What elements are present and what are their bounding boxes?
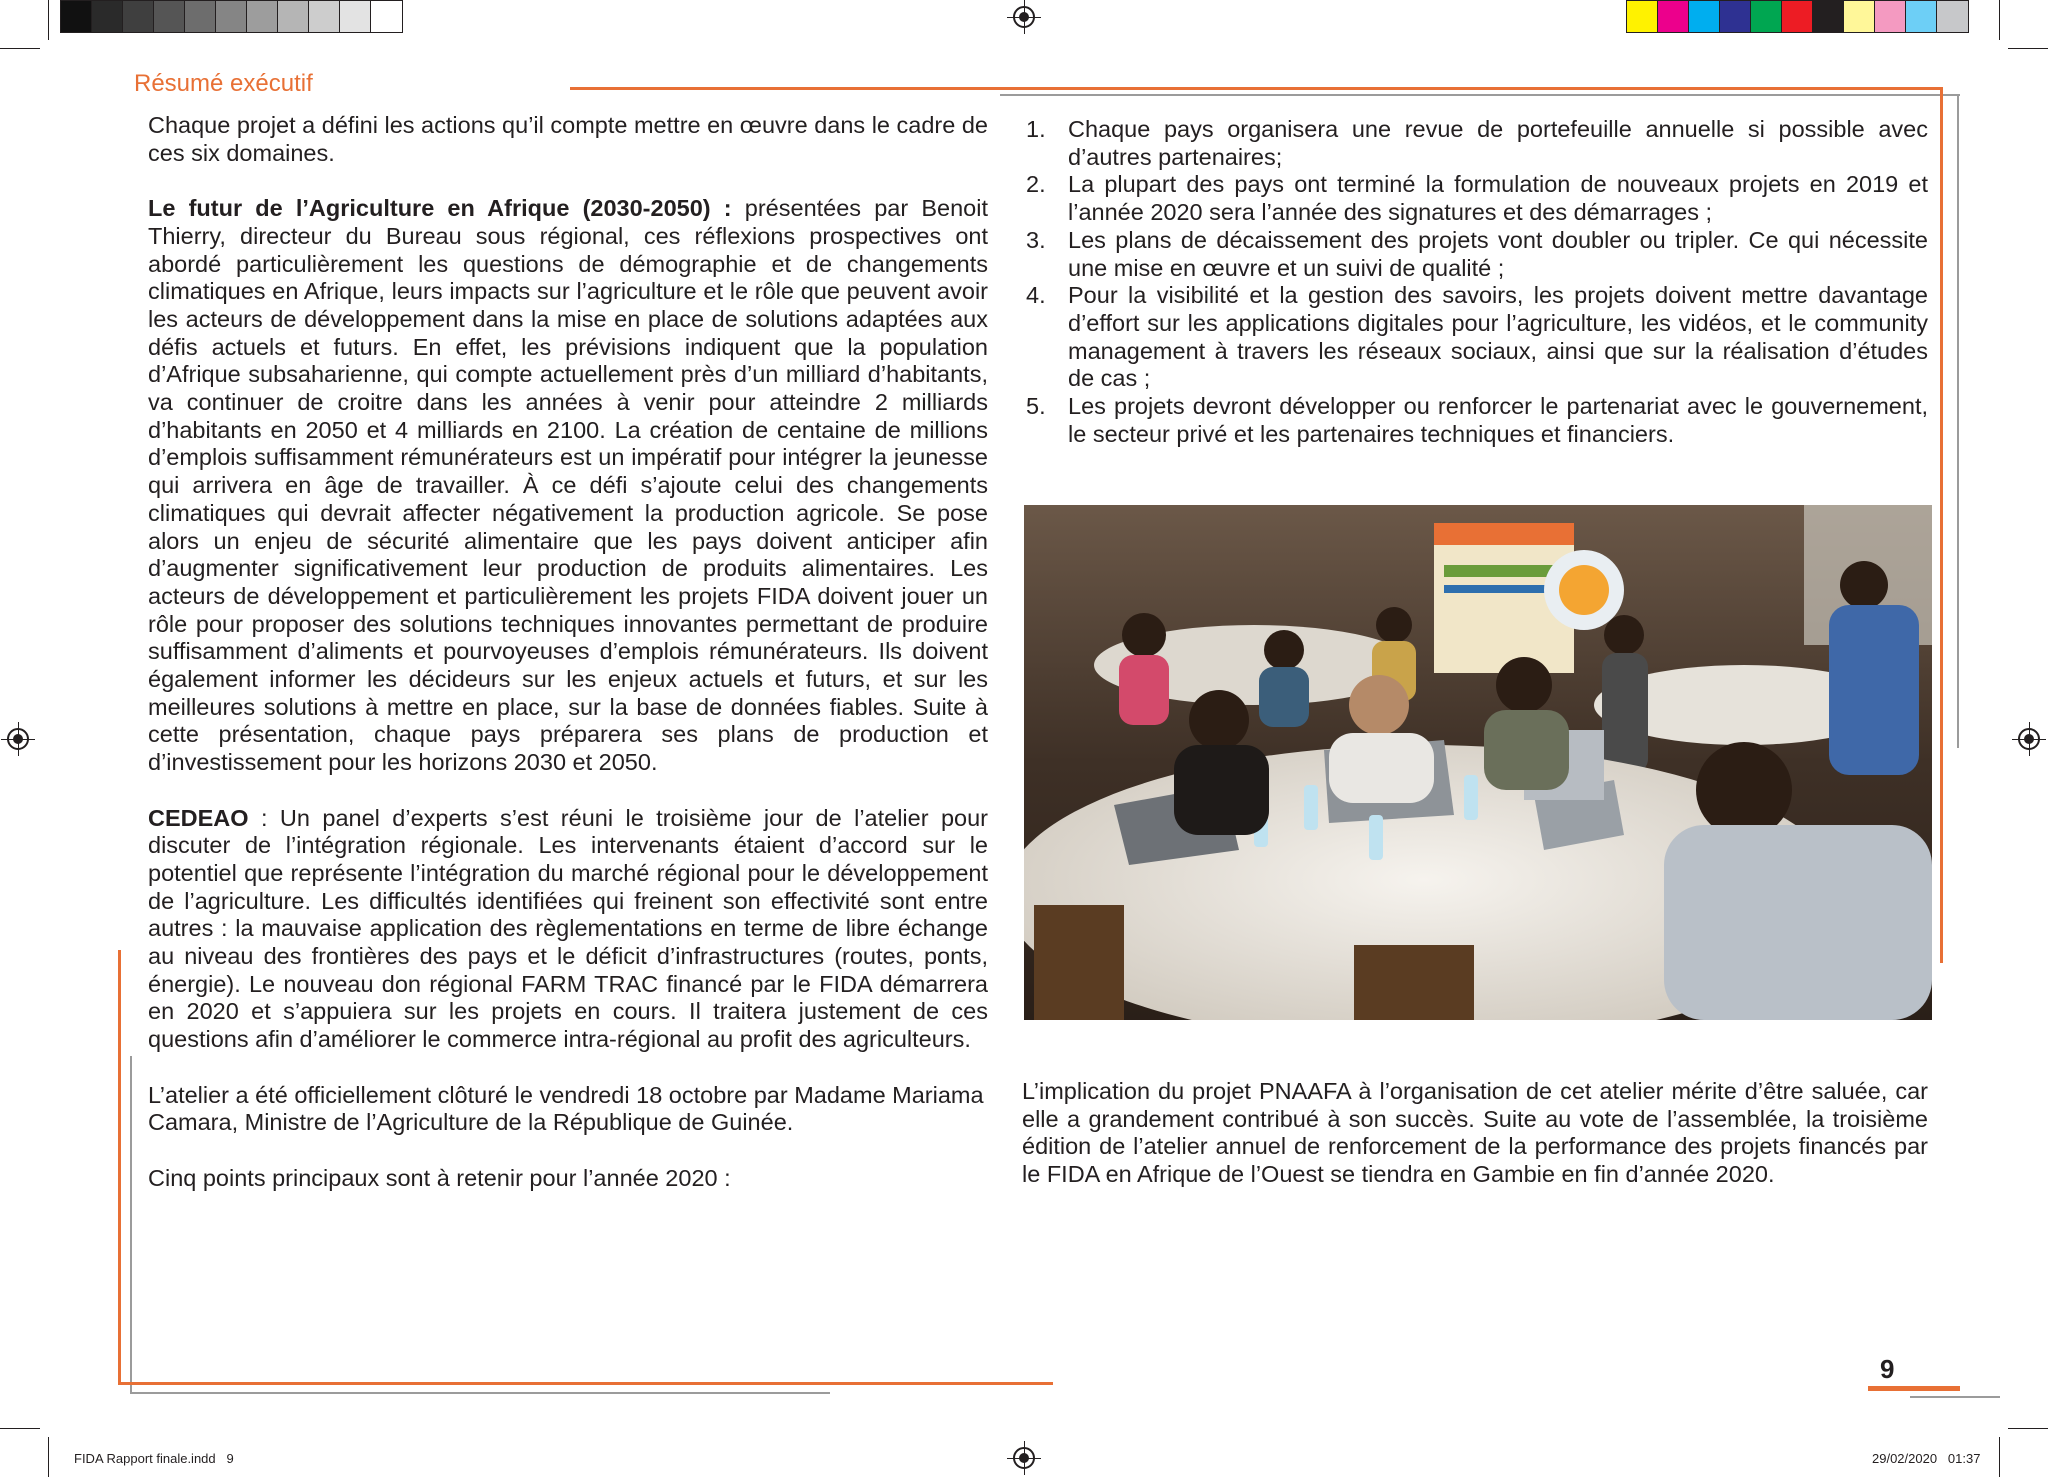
paragraph-future-agriculture: Le futur de l’Agriculture en Afrique (2030-2050) : présentées par Benoit Thierry, directeur du Bureau sous régional, ces réflexions prospectives ont abordé particulièrement les questions de démographie et de changements climatiques en Afrique, leurs impacts sur l’agriculture et le rôle que peuvent avoir les acteurs de développement dans la mise en place de solutions adaptées aux défis actuels et futurs. En effet, les prévisions indiquent que la population d’Afrique subsaharienne, qui compte actuellement près d’un milliard d’habitants, va continuer de croitre dans les années à venir pour atteindre 2 milliards d’habitants en 2050 et 4 milliards en 2100. La création de centaine de millions d’emplois suffisamment rémunérateurs est un impératif pour intégrer la jeunesse qui arrivera en âge de travailler. À ce défi s’ajoute celui des changements climatiques qui devrait affecter négativement la production agricole. Se pose alors un enjeu de sécurité alimentaire que les pays doivent anticiper afin d’augmenter significativement leur production de produits alimentaires. Les acteurs de développement et particulièrement les projets FIDA doivent jouer un rôle pour proposer des solutions techniques innovantes permettant de produire suffisamment d’aliments et pourvoyeuses d’emplois rémunérateurs. Ils doivent également informer les décideurs sur les enjeux actuels et futurs, et sur les meilleures solutions à mettre en place, sur la base de données fiables. Suite à cette présentation, chaque pays préparera ses plans de production et d’investissement pour les horizons 2030 et 2050. [148, 195, 988, 776]
paragraph-cedeao: CEDEAO : Un panel d’experts s’est réuni le troisième jour de l’atelier pour discuter de l’intégration régionale. Les intervenants étaient d’accord sur le potentiel que représente l’intégration du marché régional pour le développement de l’agriculture. Les difficultés identifiées qui freinent son effectivité sont entre autres : la mauvaise application des règlementations en terme de libre échange au niveau des frontières des pays et le déficit d’infrastructures (routes, ponts, énergie). Le nouveau don régional FARM TRAC financé par le FIDA démarrera en 2020 et s’appuiera sur les projets en cours. Il traitera justement de ces questions afin d’améliorer le commerce intra-régional au profit des agriculteurs. [148, 804, 988, 1053]
crop-mark [2008, 48, 2048, 49]
color-swatch [1906, 1, 1937, 32]
left-vertical-rule-orange [118, 950, 121, 1384]
color-swatch [1875, 1, 1906, 32]
page-number: 9 [1880, 1354, 1895, 1384]
crop-mark [48, 1437, 49, 1477]
color-swatch [216, 1, 247, 32]
color-swatch [1627, 1, 1658, 32]
crop-mark [2008, 1428, 2048, 1429]
paragraph-five-points-intro: Cinq points principaux sont à retenir pour l’année 2020 : [148, 1164, 731, 1191]
registration-mark-left [7, 728, 29, 750]
color-swatch [371, 1, 402, 32]
right-vertical-rule-grey [1957, 94, 1959, 748]
workshop-photo-illustration [1024, 505, 1932, 1020]
process-color-bar [1626, 0, 1969, 33]
color-swatch [1658, 1, 1689, 32]
workshop-photo [1024, 505, 1932, 1020]
right-vertical-rule-orange [1940, 87, 1943, 963]
heading-future-agriculture: Le futur de l’Agriculture en Afrique (2030-2050) : [148, 195, 732, 222]
footer-rule-orange [118, 1382, 1053, 1385]
file-slug: FIDA Rapport finale.indd 9 [74, 1451, 234, 1466]
list-item: 1. Chaque pays organisera une revue de portefeuille annuelle si possible avec d’autres partenaires; [1026, 116, 1928, 170]
header-rule-grey [1000, 94, 1960, 96]
color-swatch [340, 1, 371, 32]
list-item: 4. Pour la visibilité et la gestion des savoirs, les projets doivent mettre davantage d’effort sur les applications digitales pour l’agriculture, les vidéos, et le community management à travers les réseaux sociaux, ainsi que sur la réalisation d’études de cas ; [1026, 282, 1928, 392]
right-column [1020, 116, 1928, 448]
color-swatch [185, 1, 216, 32]
registration-mark-top [1013, 6, 1035, 28]
header-rule-orange [570, 87, 1940, 90]
crop-mark [1999, 1437, 2000, 1477]
footer-rule-grey [130, 1392, 830, 1394]
paragraph-six-domains: Chaque projet a défini les actions qu’il compte mettre en œuvre dans le cadre de ces six domaines. [148, 112, 988, 166]
list-item: 3. Les plans de décaissement des projets vont doubler ou tripler. Ce qui nécessite une mise en œuvre et un suivi de qualité ; [1026, 226, 1928, 281]
crop-mark [1999, 0, 2000, 40]
color-swatch [1689, 1, 1720, 32]
section-title: Résumé exécutif [134, 70, 313, 97]
key-points-list [1020, 116, 1928, 448]
crop-mark [48, 0, 49, 40]
left-vertical-rule-grey [130, 1056, 132, 1394]
color-swatch [1751, 1, 1782, 32]
color-swatch [1813, 1, 1844, 32]
registration-mark-bottom [1013, 1447, 1035, 1469]
crop-mark [0, 1428, 40, 1429]
heading-cedeao: CEDEAO [148, 804, 249, 831]
registration-mark-right [2018, 728, 2040, 750]
color-swatch [278, 1, 309, 32]
color-swatch [1782, 1, 1813, 32]
grayscale-color-bar [60, 0, 403, 33]
list-item: 2. La plupart des pays ont terminé la formulation de nouveaux projets en 2019 et l’année 2020 sera l’année des signatures et des démarrages ; [1026, 171, 1928, 226]
paragraph-closing-ceremony: L’atelier a été officiellement clôturé le vendredi 18 octobre par Madame Mariama Camara, Ministre de l’Agriculture de la République de Guinée. [148, 1081, 984, 1136]
color-swatch [154, 1, 185, 32]
color-swatch [92, 1, 123, 32]
color-swatch [247, 1, 278, 32]
paragraph-pnaafa-closing: L’implication du projet PNAAFA à l’organisation de cet atelier mérite d’être saluée, car elle a grandement contribué à son succès. Suite au vote de l’assemblée, la troisième édition de l’atelier annuel de renforcement de la performance des projets financés par le FIDA en Afrique de l’Ouest se tiendra en Gambie en fin d’année 2020. [1022, 1078, 1928, 1188]
color-swatch [1937, 1, 1968, 32]
left-column [148, 112, 988, 1220]
page-number-rule-orange [1868, 1386, 1960, 1391]
color-swatch [1720, 1, 1751, 32]
color-swatch [309, 1, 340, 32]
crop-mark [0, 48, 40, 49]
date-slug: 29/02/2020 01:37 [1872, 1451, 1981, 1466]
page-number-rule-grey [1910, 1396, 2000, 1398]
list-item: 5. Les projets devront développer ou renforcer le partenariat avec le gouvernement, le secteur privé et les partenaires techniques et financiers. [1026, 393, 1928, 447]
color-swatch [1844, 1, 1875, 32]
color-swatch [61, 1, 92, 32]
color-swatch [123, 1, 154, 32]
